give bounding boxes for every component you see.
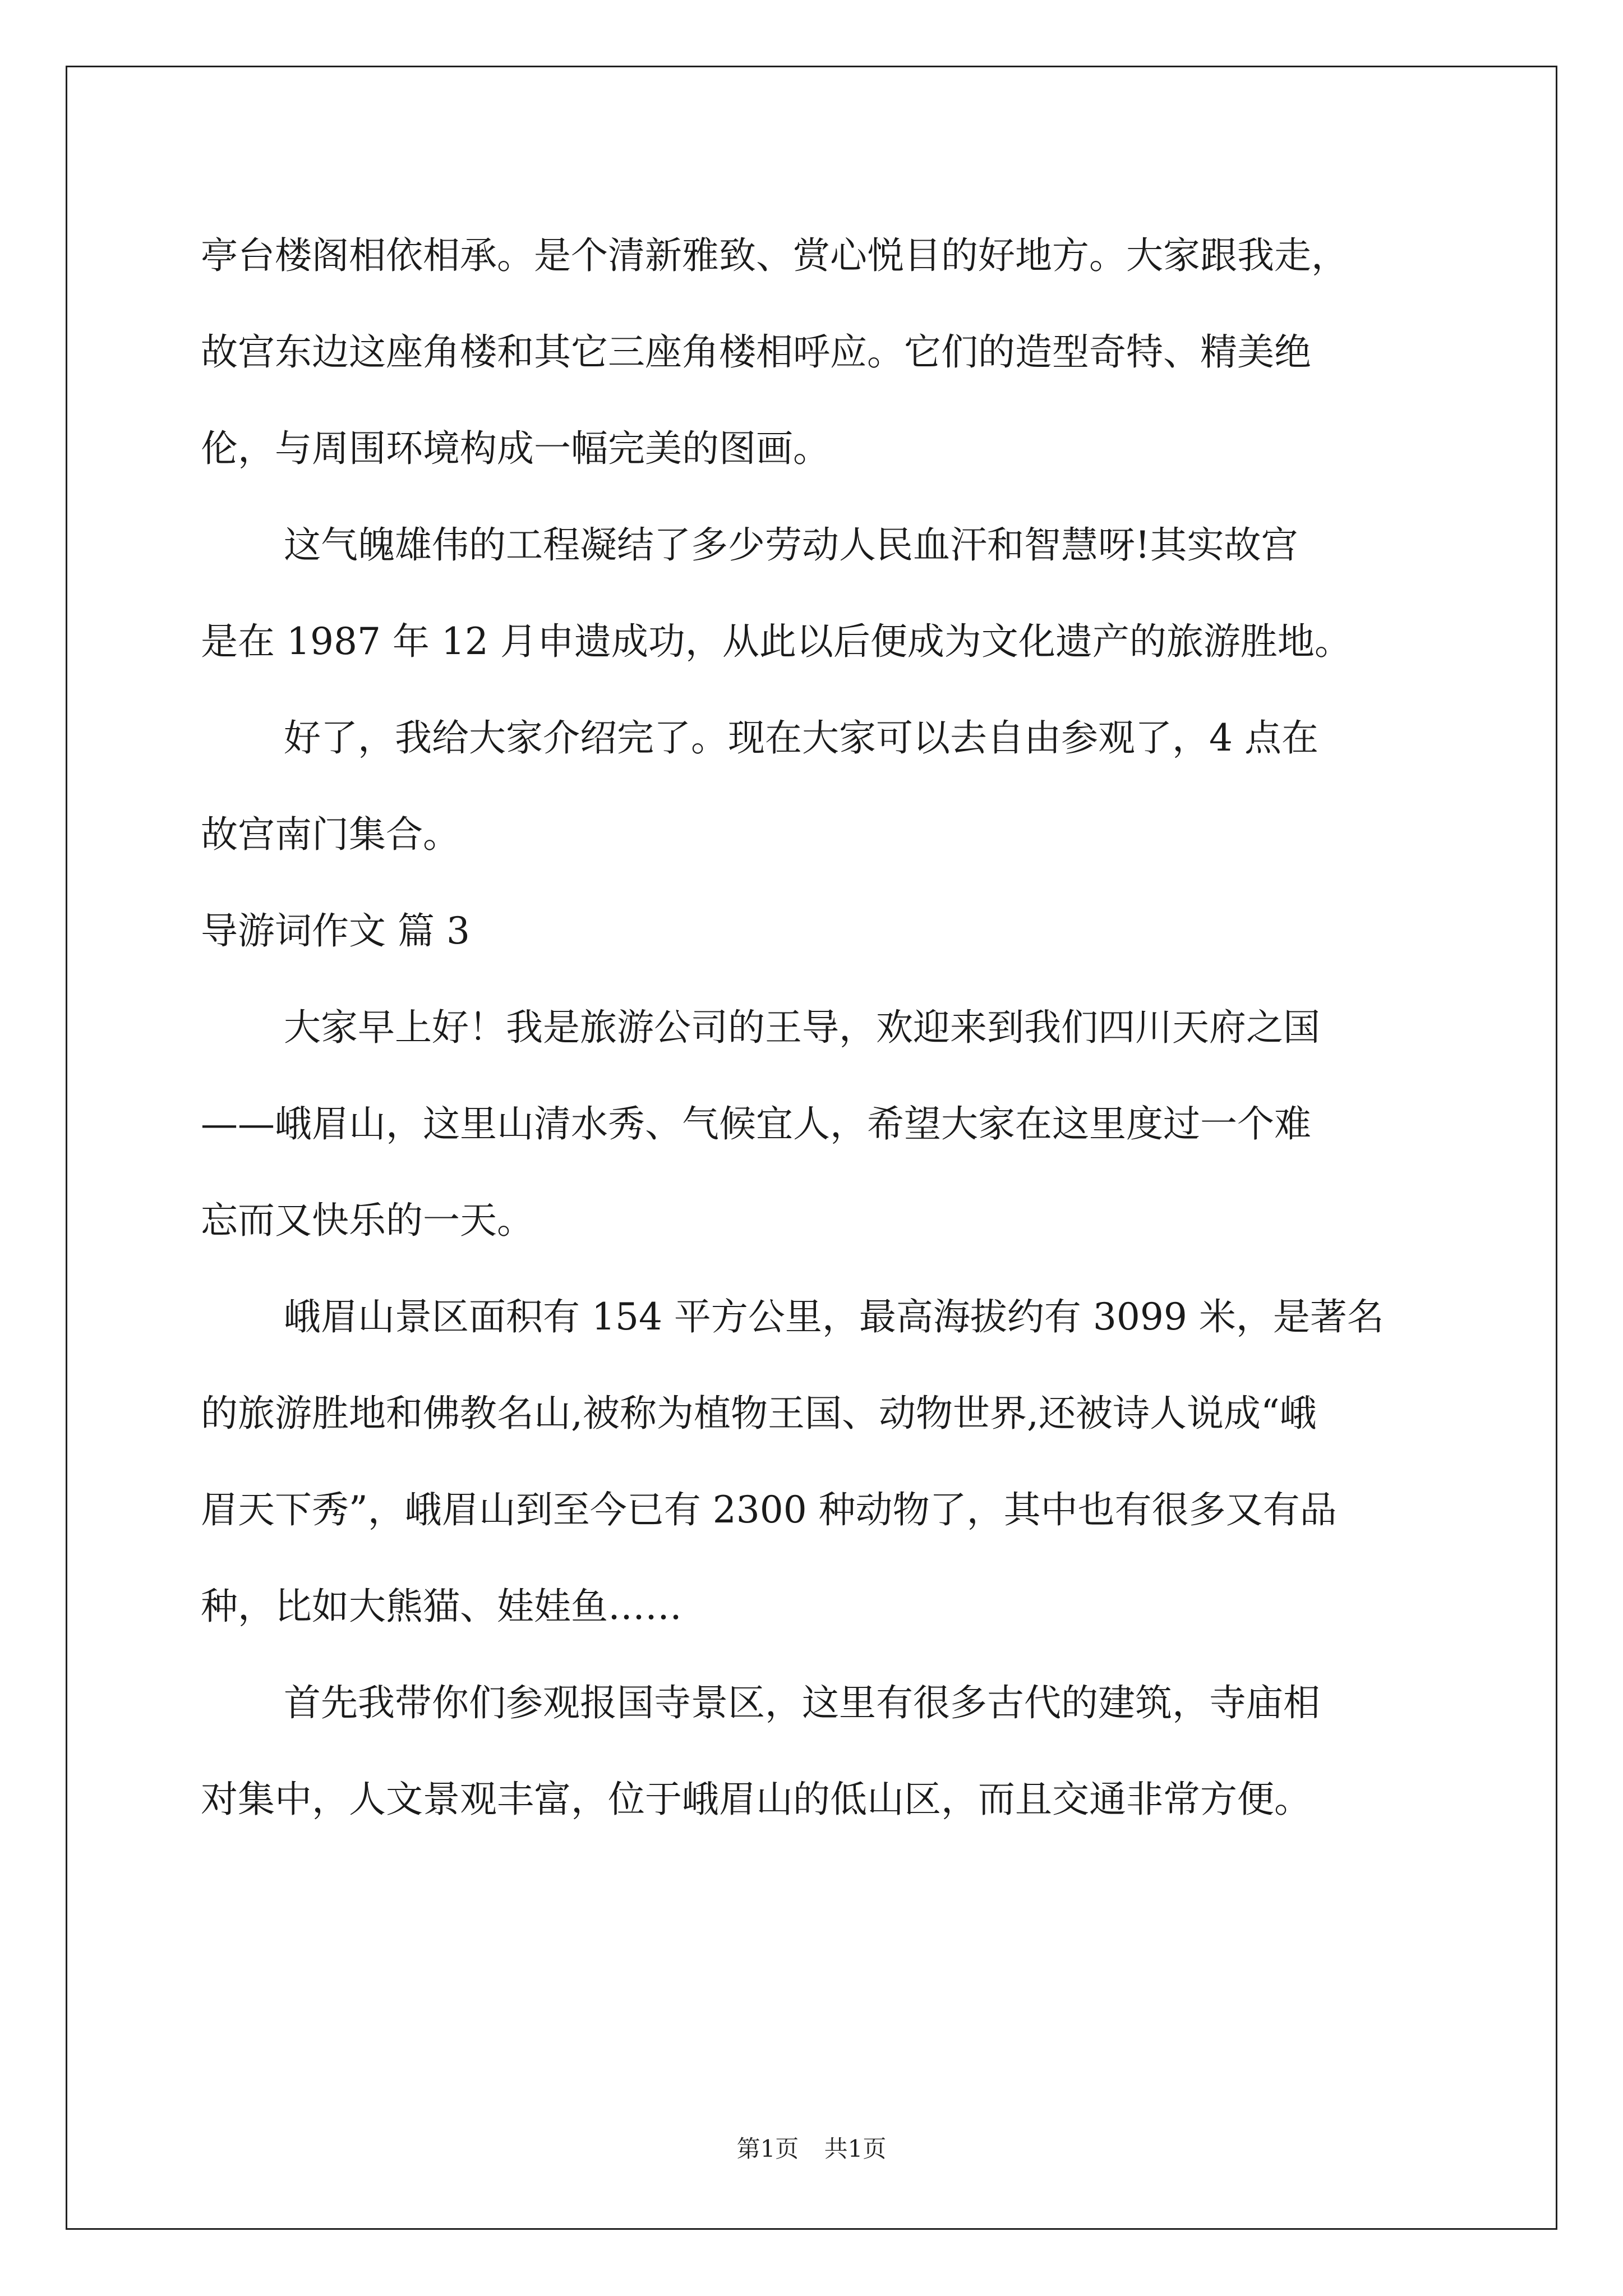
text-line: 忘而又快乐的一天。 xyxy=(201,1199,534,1242)
paragraph xyxy=(201,1655,1435,1848)
text-line: 峨眉山景区面积有 154 平方公里，最高海拔约有 3099 米，是著名 xyxy=(284,1295,1384,1338)
paragraph xyxy=(201,497,1435,690)
text-line: 眉天下秀”，峨眉山到至今已有 2300 种动物了，其中也有很多又有品 xyxy=(201,1488,1337,1531)
text-line: 亭台楼阁相依相承。是个清新雅致、赏心悦目的好地方。大家跟我走， xyxy=(201,234,1348,277)
text-line: 首先我带你们参观报国寺景区，这里有很多古代的建筑，寺庙相 xyxy=(284,1681,1320,1724)
page-footer xyxy=(0,2131,1623,2164)
text-line: 故宫东边这座角楼和其它三座角楼相呼应。它们的造型奇特、精美绝 xyxy=(201,330,1311,374)
section-heading: 导游词作文 篇 3 xyxy=(201,909,470,953)
paragraph xyxy=(201,1269,1435,1655)
text-line: 好了，我给大家介绍完了。现在大家可以去自由参观了，4 点在 xyxy=(284,716,1318,760)
text-line: 伦，与周围环境构成一幅完美的图画。 xyxy=(201,427,830,470)
text-line: 是在 1987 年 12 月申遗成功，从此以后便成为文化遗产的旅游胜地。 xyxy=(201,620,1352,663)
paragraph xyxy=(201,690,1435,883)
text-line: 大家早上好！我是旅游公司的王导，欢迎来到我们四川天府之国 xyxy=(284,1006,1320,1049)
text-line: 故宫南门集合。 xyxy=(201,813,460,856)
text-line: 的旅游胜地和佛教名山,被称为植物王国、动物世界,还被诗人说成“峨 xyxy=(201,1392,1317,1435)
text-line: 这气魄雄伟的工程凝结了多少劳动人民血汗和智慧呀!其实故宫 xyxy=(284,523,1298,567)
document-body xyxy=(201,208,1435,1848)
paragraph xyxy=(201,979,1435,1269)
page-number: 第1页 xyxy=(736,2135,799,2162)
page-total: 共1页 xyxy=(824,2135,887,2162)
paragraph xyxy=(201,208,1435,497)
text-line: ——峨眉山，这里山清水秀、气候宜人，希望大家在这里度过一个难 xyxy=(201,1102,1311,1145)
text-line: 种，比如大熊猫、娃娃鱼…… xyxy=(201,1585,682,1628)
text-line: 对集中，人文景观丰富，位于峨眉山的低山区，而且交通非常方便。 xyxy=(201,1778,1311,1821)
